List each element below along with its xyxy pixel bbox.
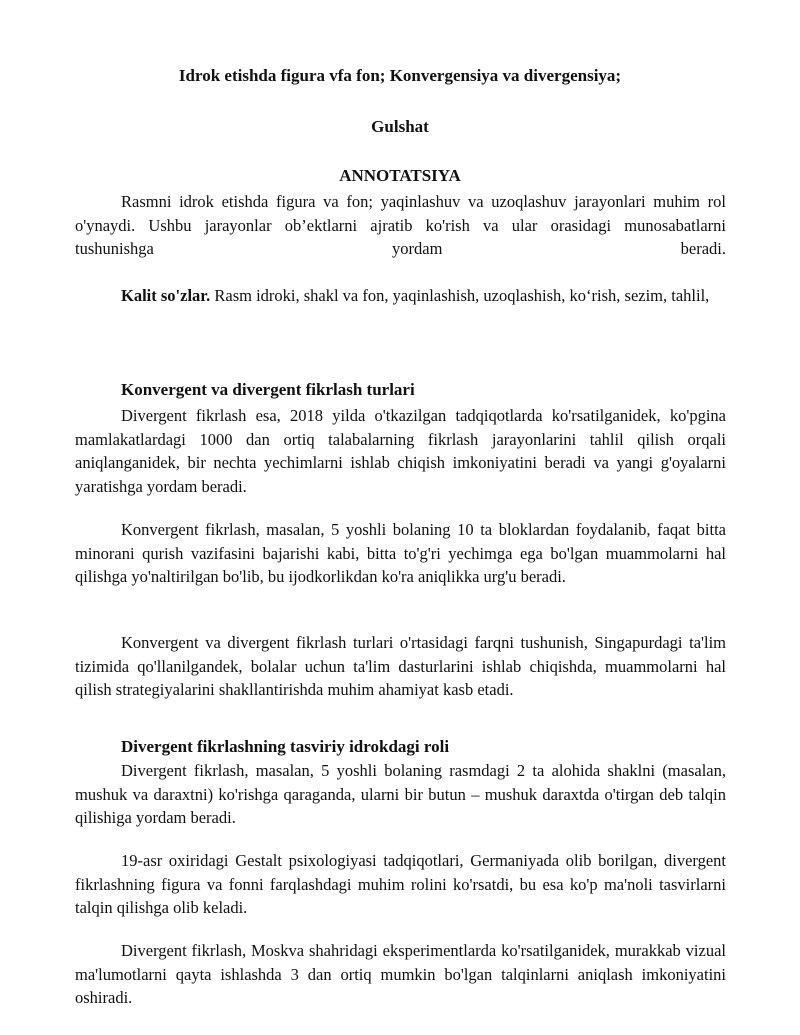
section-paragraph: Konvergent fikrlash, masalan, 5 yoshli bolaning 10 ta bloklardan foydalanib, faqat bitta minorani qurish vazifasini bajarishi kabi, bitta to'g'ri yechimga ega bo'lgan muammolarni hal qilishga yo'naltirilgan bo'lib, bu ijodkorlikdan ko'ra aniqlikka urg'u beradi. xyxy=(75,520,726,586)
section-heading: Konvergent va divergent fikrlash turlari xyxy=(121,380,415,399)
keywords-paragraph xyxy=(75,284,726,308)
section-paragraph: Konvergent va divergent fikrlash turlari o'rtasidagi farqni tushunish, Singapurdagi ta'lim tizimida qo'llanilgandek, bolalar uchun ta'lim dasturlarini ishlab chiqishda, muammolarni hal qilish strategiyalarini shakllantirishda muhim ahamiyat kasb etadi. xyxy=(75,633,726,699)
section-paragraph: Divergent fikrlash, Moskva shahridagi eksperimentlarda ko'rsatilganidek, murakkab vizual ma'lumotlarni qayta ishlashda 3 dan ortiq mumkin bo'lgan talqinlarni aniqlash imkoniyatini oshiradi. xyxy=(75,941,726,1007)
section-paragraph: 19-asr oxiridagi Gestalt psixologiyasi tadqiqotlari, Germaniyada olib borilgan, divergent fikrlashning figura va fonni farqlashdagi muhim rolini ko'rsatdi, bu esa ko'p ma'noli tasvirlarni talqin qilishga olib keladi. xyxy=(75,851,726,917)
keywords-label: Kalit so'zlar. xyxy=(121,286,211,305)
keywords-text: Rasm idroki, shakl va fon, yaqinlashish, uzoqlashish, ko‘rish, sezim, tahlil, xyxy=(210,286,710,305)
document-title: Idrok etishda figura vfa fon; Konvergensiya va divergensiya; xyxy=(178,66,622,85)
section-heading: Divergent fikrlashning tasviriy idrokdagi roli xyxy=(121,737,450,756)
annotation-paragraph: Rasmni idrok etishda figura va fon; yaqinlashuv va uzoqlashuv jarayonlari muhim rol o'ynaydi. Ushbu jarayonlar ob’ektlarni ajratib ko'rish va ular orasidagi munosabatlarni tushunishga yordam beradi. xyxy=(75,192,726,258)
section-paragraph: Divergent fikrlash esa, 2018 yilda o'tkazilgan tadqiqotlarda ko'rsatilganidek, ko'pgina mamlakatlardagi 1000 dan ortiq talabalarning fikrlash jarayonlarini tahlil qilish orqali aniqlanganidek, bir nechta yechimlarni ishlab chiqish imkoniyatini beradi va yangi g'oyalarni yaratishga yordam beradi. xyxy=(75,406,726,496)
annotation-heading: ANNOTATSIYA xyxy=(339,166,461,185)
author-name: Gulshat xyxy=(371,117,429,136)
section-paragraph: Divergent fikrlash, masalan, 5 yoshli bolaning rasmdagi 2 ta alohida shaklni (masalan, mushuk va daraxtni) ko'rishga qaraganda, ularni bir butun – mushuk daraxtda o'tirgan deb talqin qilishiga yordam beradi. xyxy=(75,761,726,827)
